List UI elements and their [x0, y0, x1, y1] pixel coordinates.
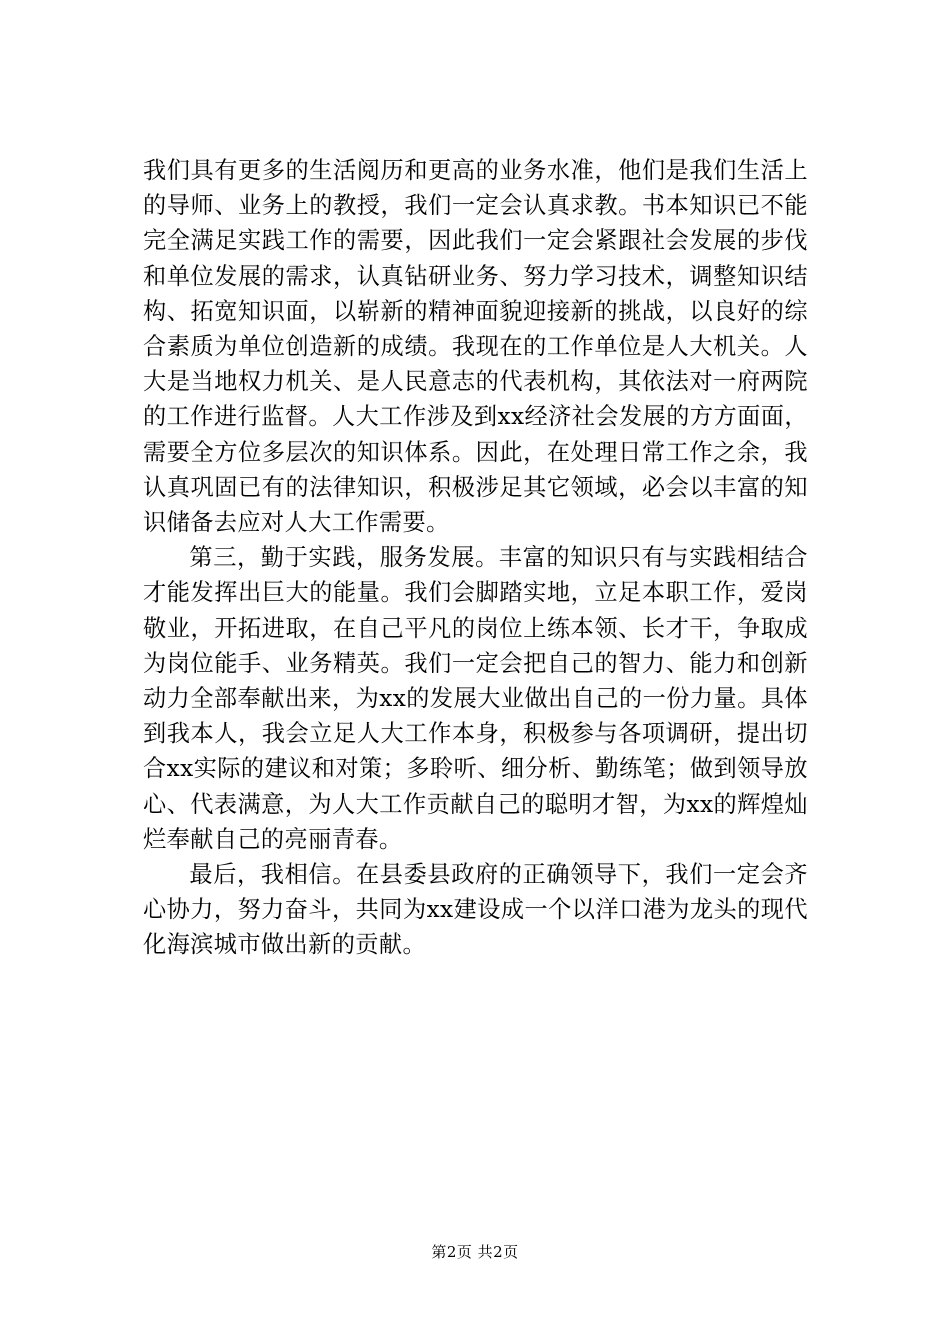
paragraph-3: 最后，我相信。在县委县政府的正确领导下，我们一定会齐心协力，努力奋斗，共同为xx建设成一个以洋口港为龙头的现代化海滨城市做出新的贡献。: [143, 861, 808, 959]
paragraph-1: 我们具有更多的生活阅历和更高的业务水准，他们是我们生活上的导师、业务上的教授，我们一定会认真求教。书本知识已不能完全满足实践工作的需要，因此我们一定会紧跟社会发展的步伐和单位发展的需求，认真钻研业务、努力学习技术，调整知识结构、拓宽知识面，以崭新的精神面貌迎接新的挑战，以良好的综合素质为单位创造新的成绩。我现在的工作单位是人大机关。人大是当地权力机关、是人民意志的代表机构，其依法对一府两院的工作进行监督。人大工作涉及到xx经济社会发展的方方面面，需要全方位多层次的知识体系。因此，在处理日常工作之余，我认真巩固已有的法律知识，积极涉足其它领域，必会以丰富的知识储备去应对人大工作需要。: [143, 157, 808, 537]
document-body: [143, 153, 808, 963]
page-number-footer: 第2页 共2页: [431, 1243, 519, 1261]
paragraph-2: 第三，勤于实践，服务发展。丰富的知识只有与实践相结合才能发挥出巨大的能量。我们会脚踏实地，立足本职工作，爱岗敬业，开拓进取，在自己平凡的岗位上练本领、长才干，争取成为岗位能手、业务精英。我们一定会把自己的智力、能力和创新动力全部奉献出来，为xx的发展大业做出自己的一份力量。具体到我本人，我会立足人大工作本身，积极参与各项调研，提出切合xx实际的建议和对策；多聆听、细分析、勤练笔；做到领导放心、代表满意，为人大工作贡献自己的聪明才智，为xx的辉煌灿烂奉献自己的亮丽青春。: [143, 544, 808, 853]
